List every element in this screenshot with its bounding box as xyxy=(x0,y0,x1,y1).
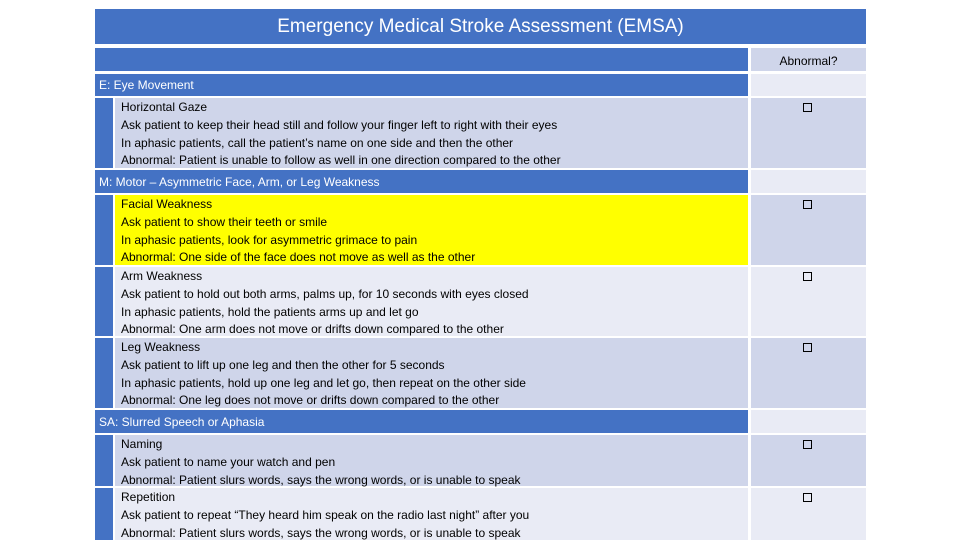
table-row-naming: Naming Ask patient to name your watch and pen Abnormal: Patient slurs words, says the wrong words, or is unable to speak xyxy=(95,435,866,486)
section-row-speech xyxy=(95,410,866,433)
indent-strip xyxy=(95,98,113,168)
section-label: E: Eye Movement xyxy=(95,74,748,96)
header-blank-cell xyxy=(95,48,748,71)
section-label: SA: Slurred Speech or Aphasia xyxy=(95,410,748,433)
indent-strip xyxy=(95,195,113,265)
section-row-eye-movement xyxy=(95,74,866,96)
table-header-row xyxy=(95,48,866,71)
section-row-motor xyxy=(95,170,866,193)
indent-strip xyxy=(95,267,113,336)
abnormal-checkbox-facial-weakness[interactable] xyxy=(803,200,812,209)
indent-strip xyxy=(95,338,113,408)
indent-strip xyxy=(95,435,113,486)
abnormal-checkbox-repetition[interactable] xyxy=(803,493,812,502)
item-name: Repetition xyxy=(121,490,176,504)
table-row-facial-weakness: Facial Weakness Ask patient to show their teeth or smile In aphasic patients, look for asymmetric grimace to pain Abnormal: One side of the face does not move as well as the other xyxy=(95,195,866,265)
table-row-horizontal-gaze: Horizontal Gaze Ask patient to keep their head still and follow your finger left to right with their eyes In aphasic patients, call the patient’s name on one side and then the other Abnormal: Patient is unable to follow as well in one direction compared to the other xyxy=(95,98,866,168)
abnormal-checkbox-arm-weakness[interactable] xyxy=(803,272,812,281)
item-name: Naming xyxy=(121,437,163,451)
abnormal-column-header: Abnormal? xyxy=(751,48,866,71)
indent-strip xyxy=(95,488,113,540)
abnormal-checkbox-leg-weakness[interactable] xyxy=(803,343,812,352)
item-name: Arm Weakness xyxy=(121,269,203,283)
item-name: Facial Weakness xyxy=(121,197,213,211)
page-title: Emergency Medical Stroke Assessment (EMSA) xyxy=(95,9,866,44)
abnormal-checkbox-naming[interactable] xyxy=(803,440,812,449)
abnormal-checkbox-horizontal-gaze[interactable] xyxy=(803,103,812,112)
item-name: Leg Weakness xyxy=(121,340,201,354)
table-row-leg-weakness: Leg Weakness Ask patient to lift up one leg and then the other for 5 seconds In aphasic patients, hold up one leg and let go, then repeat on the other side Abnormal: One leg does not move or drifts down compared to the other xyxy=(95,338,866,408)
item-name: Horizontal Gaze xyxy=(121,100,208,114)
table-row-arm-weakness: Arm Weakness Ask patient to hold out both arms, palms up, for 10 seconds with eyes closed In aphasic patients, hold the patients arms up and let go Abnormal: One arm does not move or drifts down compared to the other xyxy=(95,267,866,336)
table-row-repetition: Repetition Ask patient to repeat “They heard him speak on the radio last night” after you Abnormal: Patient slurs words, says the wrong words, or is unable to speak xyxy=(95,488,866,540)
section-label: M: Motor – Asymmetric Face, Arm, or Leg Weakness xyxy=(95,170,748,193)
